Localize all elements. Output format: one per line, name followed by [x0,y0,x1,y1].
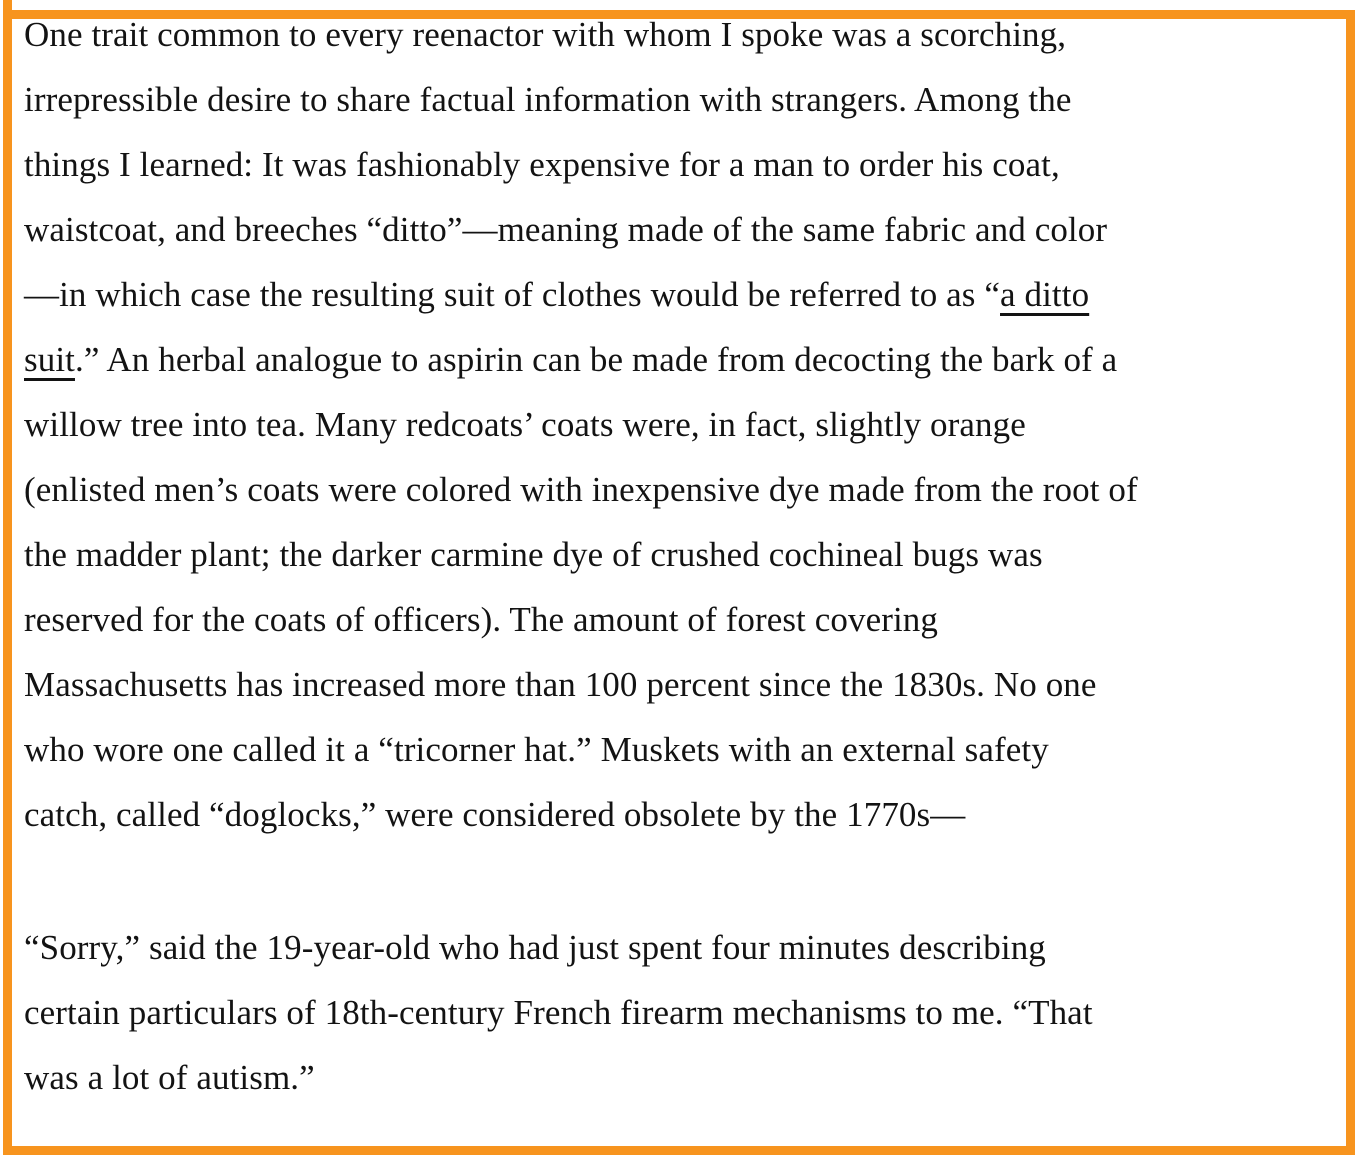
text-segment: catch, called “doglocks,” were considered obsolete by the 1770s— [24,795,966,834]
text-segment: (enlisted men’s coats were colored with inexpensive dye made from the root of [24,470,1138,509]
ditto-suit-link[interactable]: suit [24,340,75,379]
quote-line [24,132,1344,197]
quote-line [24,717,1344,782]
ditto-suit-link[interactable]: a ditto [1000,275,1090,314]
text-segment: willow tree into tea. Many redcoats’ coats were, in fact, slightly orange [24,405,1026,444]
quote-line [24,327,1344,392]
text-segment: irrepressible desire to share factual information with strangers. Among the [24,80,1072,119]
quote-paragraph [24,2,1344,847]
quote-line [24,652,1344,717]
quote-line [24,457,1344,522]
text-segment: who wore one called it a “tricorner hat.” Muskets with an external safety [24,730,1049,769]
quote-line [24,915,1344,980]
text-segment: —in which case the resulting suit of clothes would be referred to as “ [24,275,1001,314]
quote-line [24,67,1344,132]
quote-line [24,980,1344,1045]
quote-text [24,2,1344,1110]
text-segment: “Sorry,” said the 19-year-old who had just spent four minutes describing [24,928,1046,967]
text-segment: was a lot of autism.” [24,1058,315,1097]
text-segment: Massachusetts has increased more than 100 percent since the 1830s. No one [24,665,1097,704]
quote-line [24,587,1344,652]
text-segment: waistcoat, and breeches “ditto”—meaning made of the same fabric and color [24,210,1108,249]
text-segment: .” An herbal analogue to aspirin can be made from decocting the bark of a [74,340,1118,379]
quote-line [24,262,1344,327]
quote-line [24,2,1344,67]
quote-line [24,392,1344,457]
text-segment: the madder plant; the darker carmine dye of crushed cochineal bugs was [24,535,1043,574]
quote-line [24,1045,1344,1110]
quote-line [24,197,1344,262]
text-segment: things I learned: It was fashionably expensive for a man to order his coat, [24,145,1060,184]
text-segment: reserved for the coats of officers). The amount of forest covering [24,600,938,639]
quote-line [24,782,1344,847]
text-segment: certain particulars of 18th-century French firearm mechanisms to me. “That [24,993,1093,1032]
quote-line [24,522,1344,587]
text-segment: One trait common to every reenactor with whom I spoke was a scorching, [24,15,1067,54]
quote-paragraph [24,915,1344,1110]
